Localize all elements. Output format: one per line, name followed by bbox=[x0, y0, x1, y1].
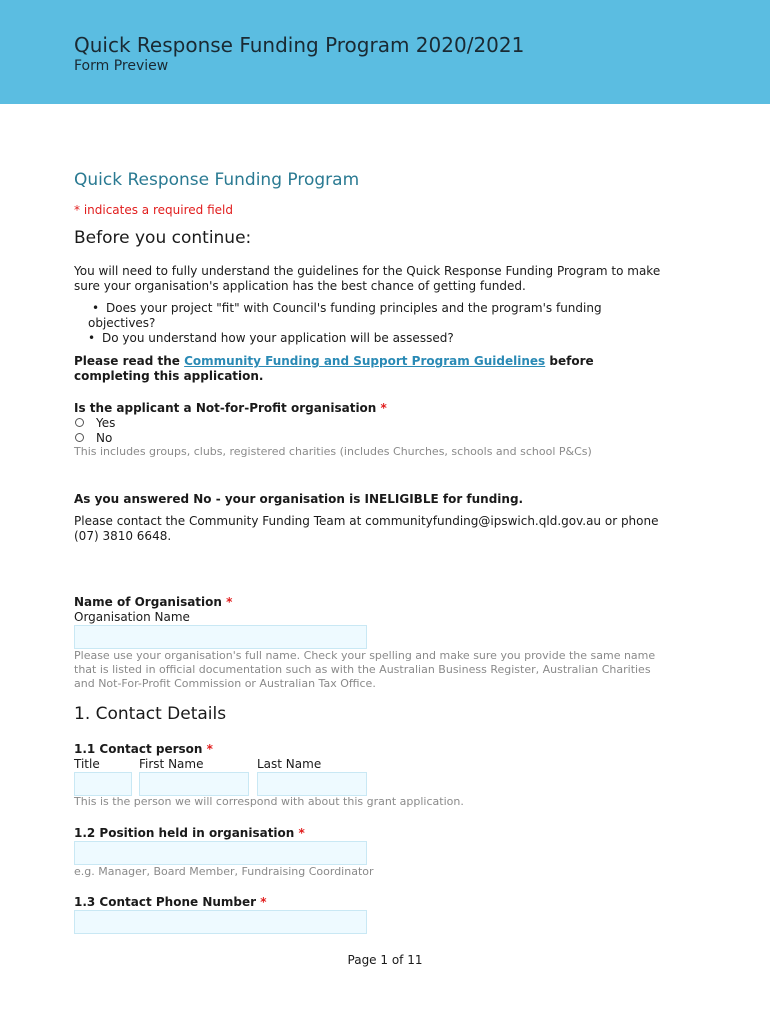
required-asterisk: * bbox=[298, 826, 305, 840]
last-name-label: Last Name bbox=[257, 757, 322, 771]
org-name-sublabel: Organisation Name bbox=[74, 610, 190, 624]
page-number: Page 1 of 11 bbox=[347, 953, 423, 967]
position-input[interactable] bbox=[74, 841, 367, 865]
org-name-input[interactable] bbox=[74, 625, 367, 649]
form-title: Quick Response Funding Program 2020/2021 bbox=[74, 33, 525, 57]
first-name-label: First Name bbox=[139, 757, 204, 771]
intro-text: You will need to fully understand the guidelines for the Quick Response Funding Program to make sure your organisation's application has the best chance of getting funded. bbox=[74, 264, 661, 293]
required-asterisk: * bbox=[260, 895, 267, 909]
nfp-option-no[interactable]: No bbox=[74, 430, 115, 445]
last-name-input[interactable] bbox=[257, 772, 367, 796]
checklist-item: • Do you understand how your application will be assessed? bbox=[88, 331, 454, 345]
phone-input[interactable] bbox=[74, 910, 367, 934]
bullet-icon: • bbox=[92, 301, 100, 315]
ineligible-text: Please contact the Community Funding Team at communityfunding@ipswich.qld.gov.au or phone (07) 3810 6648. bbox=[74, 514, 659, 543]
contact-heading: 1. Contact Details bbox=[74, 704, 227, 724]
bullet-icon: • bbox=[88, 331, 96, 345]
ineligible-heading: As you answered No - your organisation is INELIGIBLE for funding. bbox=[74, 492, 524, 506]
required-note: * indicates a required field bbox=[74, 203, 233, 217]
header-banner bbox=[0, 0, 770, 104]
nfp-help: This includes groups, clubs, registered charities (includes Churches, schools and school P&Cs) bbox=[74, 445, 592, 458]
position-help: e.g. Manager, Board Member, Fundraising Coordinator bbox=[74, 865, 374, 878]
nfp-question: Is the applicant a Not-for-Profit organisation * bbox=[74, 401, 387, 415]
nfp-options bbox=[74, 415, 115, 445]
required-asterisk: * bbox=[206, 742, 213, 756]
form-subtitle: Form Preview bbox=[74, 58, 169, 74]
checklist bbox=[88, 301, 668, 346]
position-label: 1.2 Position held in organisation * bbox=[74, 826, 305, 840]
nfp-option-yes[interactable]: Yes bbox=[74, 415, 115, 430]
radio-icon[interactable] bbox=[75, 433, 84, 442]
before-heading: Before you continue: bbox=[74, 228, 252, 248]
radio-icon[interactable] bbox=[75, 418, 84, 427]
program-title: Quick Response Funding Program bbox=[74, 170, 360, 190]
required-asterisk: * bbox=[380, 401, 387, 415]
phone-label: 1.3 Contact Phone Number * bbox=[74, 895, 267, 909]
org-name-label: Name of Organisation * bbox=[74, 595, 233, 609]
guidelines-notice: Please read the Community Funding and Support Program Guidelines before completing this application. bbox=[74, 354, 594, 383]
contact-person-help: This is the person we will correspond with about this grant application. bbox=[74, 795, 464, 808]
contact-person-label: 1.1 Contact person * bbox=[74, 742, 213, 756]
required-asterisk: * bbox=[226, 595, 233, 609]
title-label: Title bbox=[74, 757, 100, 771]
guidelines-link[interactable]: Community Funding and Support Program Guidelines bbox=[184, 354, 546, 368]
checklist-item: • Does your project "fit" with Council's funding principles and the program's funding objectives? bbox=[88, 301, 602, 330]
first-name-input[interactable] bbox=[139, 772, 249, 796]
title-input[interactable] bbox=[74, 772, 132, 796]
org-name-help: Please use your organisation's full name. Check your spelling and make sure you provide the same name that is listed in official documentation such as with the Australian Business Register, Australian Charities and Not-For-Profit Commission or Australian Tax Office. bbox=[74, 649, 656, 690]
